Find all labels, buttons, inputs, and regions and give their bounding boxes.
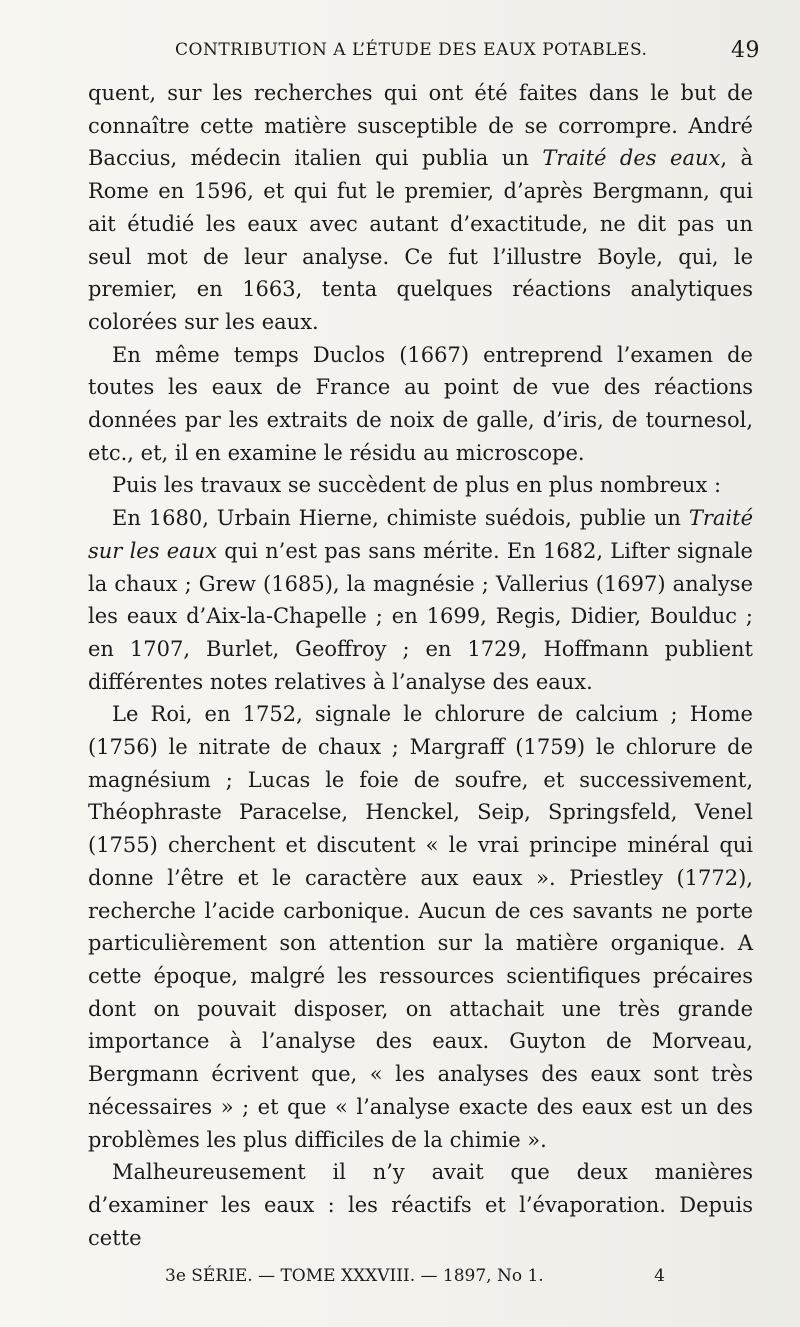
paragraph-3-text: Puis les travaux se succèdent de plus en plus nombreux : xyxy=(112,473,722,498)
paragraph-4 xyxy=(88,502,753,698)
page-number: 49 xyxy=(731,38,760,63)
paragraph-4-tail: qui n’est pas sans mérite. En 1682, Lifter signale la chaux ; Grew (1685), la magnésie ; Vallerius (1697) analyse les eaux d’Aix-la-Chapelle ; en 1699, Regis, Didier, Boulduc ; en 1707, Burlet, Geoffroy ; en 1729, Hoffmann publient différentes notes relatives à l’analyse des eaux. xyxy=(88,538,753,694)
footer-signature: 4 xyxy=(654,1266,665,1286)
paragraph-1-italic-title: Traité des eaux xyxy=(542,146,721,171)
paragraph-2-text: En même temps Duclos (1667) entreprend l’examen de toutes les eaux de France au point de vue des réactions données par les extraits de noix de galle, d’iris, de tournesol, etc., et, il en examine le résidu au microscope. xyxy=(88,342,753,465)
paragraph-5-text: Le Roi, en 1752, signale le chlorure de calcium ; Home (1756) le nitrate de chaux ; Margraff (1759) le chlorure de magnésium ; Lucas le foie de soufre, et successivement, Théophraste Paracelse, Henckel, Seip, Springsfeld, Venel (1755) cherchent et discutent « le vrai principe minéral qui donne l’être et le caractère aux eaux ». Priestley (1772), recherche l’acide carbonique. Aucun de ces savants ne porte particulièrement son attention sur la matière organique. A cette époque, malgré les ressources scientifiques précaires dont on pouvait disposer, on attachait une très grande importance à l’analyse des eaux. Guyton de Morveau, Bergmann écrivent que, « les analyses des eaux sont très nécessaires » ; et que « l’analyse exacte des eaux est un des problèmes les plus difficiles de la chimie ». xyxy=(88,702,753,1152)
paragraph-1 xyxy=(88,77,753,339)
paragraph-1-tail: , à Rome en 1596, et qui fut le premier, d’après Bergmann, qui ait étudié les eaux avec autant d’exactitude, ne dit pas un seul mot de leur analyse. Ce fut l’illustre Boyle, qui, le premier, en 1663, tenta quelques réactions analytiques colorées sur les eaux. xyxy=(88,146,754,334)
paragraph-1-text: quent, sur les recherches qui ont été faites dans le but de connaître cette matière susceptible de se corrompre. André Baccius, médecin italien qui publia un xyxy=(88,81,753,171)
paragraph-6 xyxy=(88,1156,753,1254)
body-text xyxy=(88,77,753,1254)
running-header xyxy=(175,40,760,70)
paragraph-4-text: En 1680, Urbain Hierne, chimiste suédois, publie un xyxy=(112,506,689,531)
footer-series: 3e SÉRIE. — TOME XXXVIII. — 1897, No 1. xyxy=(165,1266,544,1286)
running-title: CONTRIBUTION A L’ÉTUDE DES EAUX POTABLES. xyxy=(175,40,648,60)
paragraph-5 xyxy=(88,698,753,1156)
page-footer xyxy=(165,1266,665,1292)
paragraph-4-italic-title: Traité sur les eaux xyxy=(88,506,753,563)
paragraph-6-text: Malheureusement il n’y avait que deux manières d’examiner les eaux : les réactifs et l’évaporation. Depuis cette xyxy=(88,1160,753,1250)
paragraph-2 xyxy=(88,339,753,470)
paragraph-3 xyxy=(88,469,753,502)
